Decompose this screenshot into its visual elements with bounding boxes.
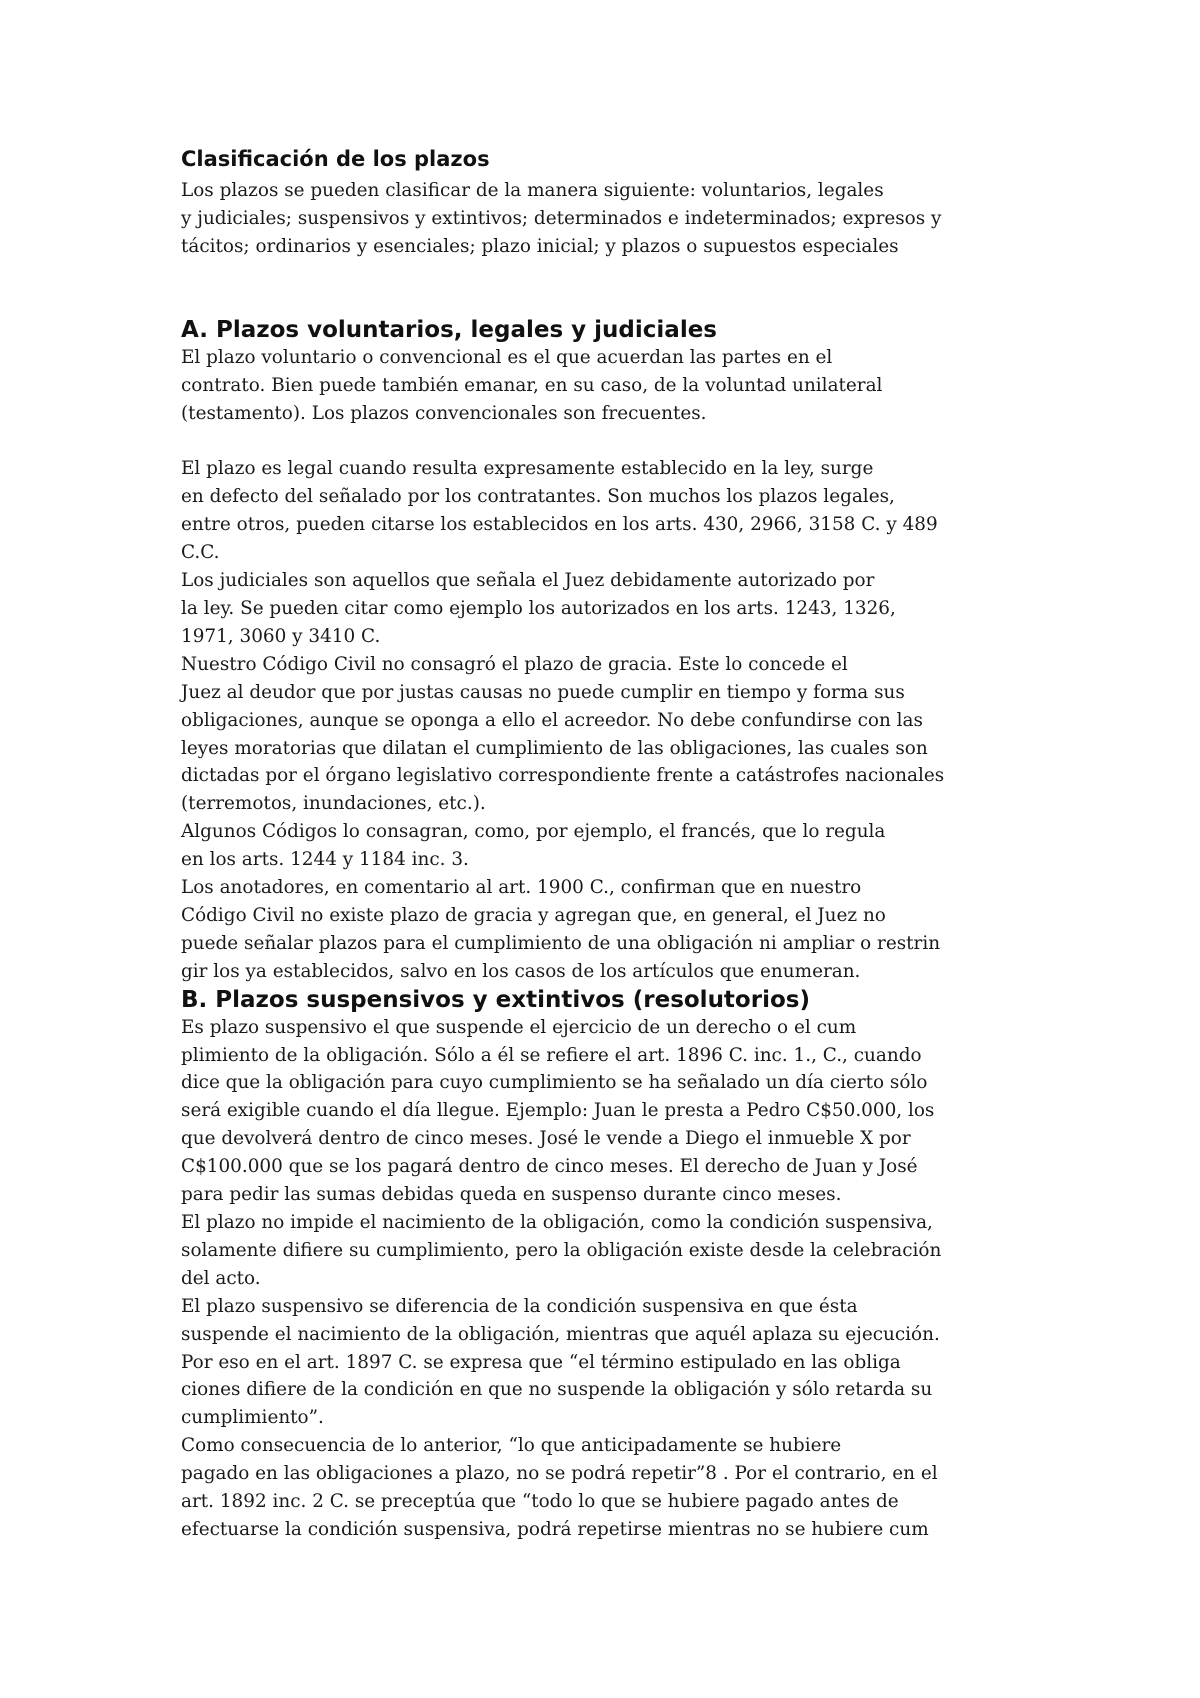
- text-line: entre otros, pueden citarse los establecidos en los arts. 430, 2966, 3158 C. y 489: [181, 514, 938, 536]
- text-line: leyes moratorias que dilatan el cumplimiento de las obligaciones, las cuales son: [181, 737, 928, 759]
- paragraph-plazo-legal: [181, 455, 1011, 985]
- text-line: El plazo no impide el nacimiento de la obligación, como la condición suspensiva,: [181, 1212, 933, 1233]
- text-line: dictadas por el órgano legislativo correspondiente frente a catástrofes nacionales: [181, 765, 945, 787]
- text-line: solamente difiere su cumplimiento, pero la obligación existe desde la celebración: [181, 1239, 942, 1261]
- text-line: contrato. Bien puede también emanar, en su caso, de la voluntad unilateral: [181, 374, 883, 396]
- text-line: El plazo es legal cuando resulta expresamente establecido en la ley, surge: [181, 458, 874, 480]
- spacer: [181, 261, 1011, 316]
- text-line: C$100.000 que se los pagará dentro de cinco meses. El derecho de Juan y José: [181, 1156, 918, 1178]
- paragraph-clasificacion: [181, 177, 1011, 261]
- text-line: suspende el nacimiento de la obligación, mientras que aquél aplaza su ejecución.: [181, 1323, 940, 1345]
- text-line: la ley. Se pueden citar como ejemplo los autorizados en los arts. 1243, 1326,: [181, 597, 896, 619]
- text-line: que devolverá dentro de cinco meses. José le vende a Diego el inmueble X por: [181, 1128, 911, 1150]
- text-line: Los plazos se pueden clasificar de la manera siguiente: voluntarios, legales: [181, 180, 884, 201]
- text-line: plimiento de la obligación. Sólo a él se refiere el art. 1896 C. inc. 1., C., cuando: [181, 1044, 922, 1066]
- text-line: en defecto del señalado por los contratantes. Son muchos los plazos legales,: [181, 486, 895, 508]
- section-heading-b: B. Plazos suspensivos y extintivos (resolutorios): [181, 986, 810, 1013]
- text-line: Los judiciales son aquellos que señala el Juez debidamente autorizado por: [181, 570, 875, 592]
- text-line: ciones difiere de la condición en que no suspende la obligación y sólo retarda su: [181, 1379, 933, 1401]
- text-line: para pedir las sumas debidas queda en suspenso durante cinco meses.: [181, 1184, 842, 1206]
- text-line: tácitos; ordinarios y esenciales; plazo inicial; y plazos o supuestos especiales: [181, 235, 899, 257]
- text-line: efectuarse la condición suspensiva, podrá repetirse mientras no se hubiere cum: [181, 1518, 929, 1540]
- text-line: pagado en las obligaciones a plazo, no se podrá repetir”8 . Por el contrario, en el: [181, 1463, 938, 1485]
- section-heading-a: A. Plazos voluntarios, legales y judiciales: [181, 316, 717, 343]
- paragraph-plazo-suspensivo: [181, 1014, 1011, 1544]
- text-line: (testamento). Los plazos convencionales son frecuentes.: [181, 402, 707, 424]
- text-line: Juez al deudor que por justas causas no puede cumplir en tiempo y forma sus: [181, 681, 905, 703]
- text-line: (terremotos, inundaciones, etc.).: [181, 793, 486, 815]
- text-line: Como consecuencia de lo anterior, “lo que anticipadamente se hubiere: [181, 1435, 842, 1457]
- text-line: y judiciales; suspensivos y extintivos; determinados e indeterminados; expresos y: [181, 207, 942, 229]
- text-line: del acto.: [181, 1267, 261, 1289]
- text-line: C.C.: [181, 542, 220, 564]
- text-line: obligaciones, aunque se oponga a ello el acreedor. No debe confundirse con las: [181, 709, 923, 731]
- text-line: Los anotadores, en comentario al art. 1900 C., confirman que en nuestro: [181, 877, 862, 899]
- text-line: El plazo voluntario o convencional es el que acuerdan las partes en el: [181, 346, 833, 368]
- text-line: gir los ya establecidos, salvo en los casos de los artículos que enumeran.: [181, 960, 861, 982]
- text-line: Por eso en el art. 1897 C. se expresa que “el término estipulado en las obliga: [181, 1351, 901, 1373]
- paragraph-plazo-voluntario: [181, 344, 1011, 428]
- text-line: 1971, 3060 y 3410 C.: [181, 625, 381, 647]
- text-line: Código Civil no existe plazo de gracia y agregan que, en general, el Juez no: [181, 904, 886, 926]
- text-line: Algunos Códigos lo consagran, como, por ejemplo, el francés, que lo regula: [181, 821, 886, 843]
- text-line: El plazo suspensivo se diferencia de la condición suspensiva en que ésta: [181, 1295, 858, 1317]
- text-line: dice que la obligación para cuyo cumplimiento se ha señalado un día cierto sólo: [181, 1072, 928, 1094]
- text-line: Nuestro Código Civil no consagró el plazo de gracia. Este lo concede el: [181, 653, 848, 675]
- text-line: será exigible cuando el día llegue. Ejemplo: Juan le presta a Pedro C$50.000, los: [181, 1100, 935, 1122]
- section-heading-clasificacion: Clasificación de los plazos: [181, 147, 490, 171]
- document-page: [181, 141, 1011, 1544]
- text-line: puede señalar plazos para el cumplimiento de una obligación ni ampliar o restrin: [181, 932, 941, 954]
- text-line: cumplimiento”.: [181, 1407, 324, 1429]
- text-line: en los arts. 1244 y 1184 inc. 3.: [181, 849, 469, 871]
- text-line: art. 1892 inc. 2 C. se preceptúa que “todo lo que se hubiere pagado antes de: [181, 1491, 899, 1513]
- spacer: [181, 427, 1011, 455]
- text-line: Es plazo suspensivo el que suspende el ejercicio de un derecho o el cum: [181, 1016, 857, 1038]
